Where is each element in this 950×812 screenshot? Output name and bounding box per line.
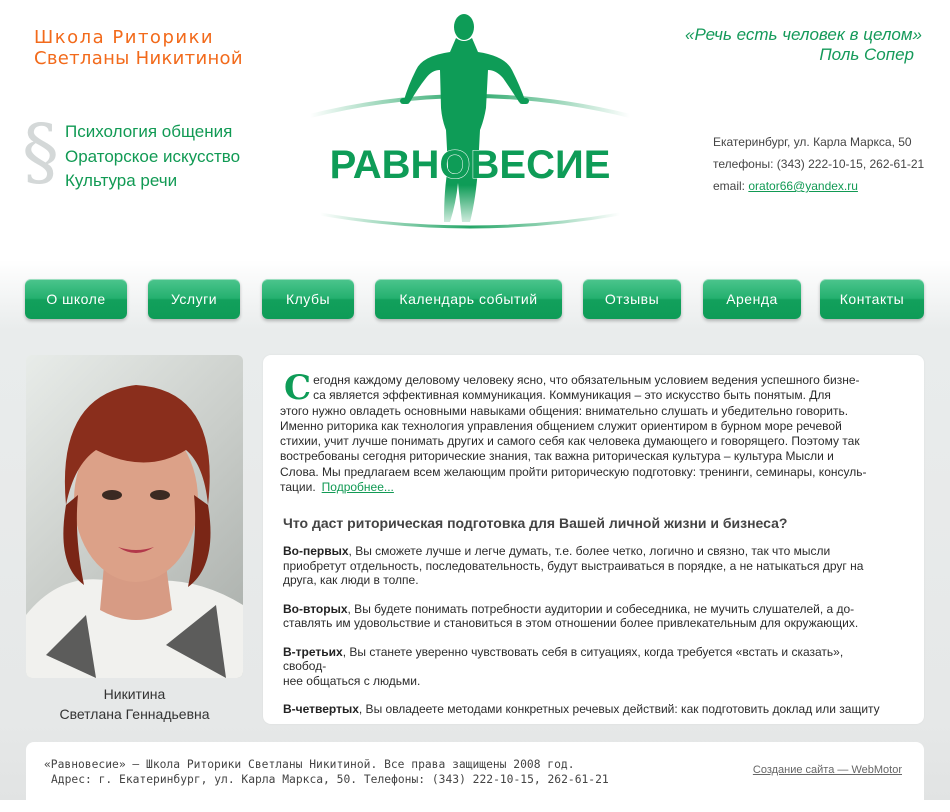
intro-line: Слова. Мы предлагаем всем желающим пройти риторическую подготовку: тренинги, семинары, консуль- xyxy=(280,464,867,479)
intro-line: тации. xyxy=(280,480,316,495)
benefit-text: ставлять им удовольствие и становиться в этом отношении более привлекательным для окружающих. xyxy=(283,616,859,630)
benefit-text: друга, как люди в толпе. xyxy=(283,573,419,587)
topics-list xyxy=(65,120,240,194)
phones: телефоны: (343) 222-10-15, 262-61-21 xyxy=(713,157,925,171)
benefit-item xyxy=(283,702,883,717)
nav-contacts[interactable]: Контакты xyxy=(820,279,924,319)
person-name xyxy=(26,684,243,724)
school-title-line2: Светланы Никитиной xyxy=(34,48,243,69)
nav-reviews[interactable]: Отзывы xyxy=(583,279,681,319)
benefit-text: , Вы сможете лучше и легче думать, т.е. более четко, логично и связно, так что мысли xyxy=(348,544,831,558)
footer-copyright xyxy=(44,757,609,787)
nav-rent[interactable]: Аренда xyxy=(703,279,801,319)
school-title-line1: Школа Риторики xyxy=(34,27,215,48)
benefit-item xyxy=(283,602,883,631)
quote-author: Поль Сопер xyxy=(819,45,914,64)
topic-item: Ораторское искусство xyxy=(65,146,241,166)
portrait-photo xyxy=(26,355,243,678)
address: Екатеринбург, ул. Карла Маркса, 50 xyxy=(713,135,912,149)
benefits-list xyxy=(283,544,883,731)
portrait-image xyxy=(26,355,243,678)
benefit-lead: Во-первых xyxy=(283,544,349,558)
intro-paragraph xyxy=(280,368,880,495)
site-credit-link[interactable]: Создание сайта — WebMotor xyxy=(752,764,902,776)
section-sign-icon: § xyxy=(22,109,59,195)
person-given-names: Светлана Геннадьевна xyxy=(59,706,210,722)
intro-line: стихии, учит лучше понимать других и самого себя как человека думающего и говорящего. Поэтому так xyxy=(280,434,860,449)
quote-text: «Речь есть человек в целом» xyxy=(685,25,922,44)
copyright-line: «Равновесие» — Школа Риторики Светланы Никитиной. Все права защищены 2008 год. xyxy=(44,758,575,771)
intro-line: егодня каждому деловому человеку ясно, что обязательным условием ведения успешного бизне- xyxy=(313,373,860,387)
benefit-text: приобретут отдельность, последовательность, будут выстраиваться в порядке, а не натыкаться друг на xyxy=(283,558,864,573)
footer xyxy=(26,742,924,812)
logo-text: РАВНОВЕСИЕ xyxy=(329,143,611,187)
benefit-lead: В-третьих xyxy=(283,644,343,659)
intro-line: востребованы сегодня риторические знания, так важна риторическая культура – культура Мысли и xyxy=(280,449,834,464)
header-quote xyxy=(685,25,922,65)
nav-services[interactable]: Услуги xyxy=(148,279,240,319)
person-surname: Никитина xyxy=(103,686,166,702)
footer-address: Адрес: г. Екатеринбург, ул. Карла Маркса, 50. Телефоны: (343) 222-10-15, 262-61-21 xyxy=(51,773,609,786)
benefit-item xyxy=(283,645,883,689)
benefit-text: , Вы станете уверенно чувствовать себя в ситуациях, когда требуется «встать и сказать», свобод- xyxy=(283,644,844,673)
main-nav xyxy=(0,279,950,321)
section-heading: Что даст риторическая подготовка для Вашей личной жизни и бизнеса? xyxy=(283,515,788,531)
drop-cap: С xyxy=(284,368,312,408)
intro-line: са является эффективная коммуникация. Коммуникация – это искусство быть понятым. Для xyxy=(313,388,831,403)
benefit-text: , Вы овладеете методами конкретных речевых действий: как подготовить доклад или защиту xyxy=(358,702,880,716)
school-title[interactable] xyxy=(34,27,243,69)
benefit-lead: В-четвертых xyxy=(283,702,359,716)
nav-about[interactable]: О школе xyxy=(25,279,127,319)
intro-line: этого нужно овладеть основными навыками общения: внимательно слушать и убедительно говорить. xyxy=(280,403,849,418)
contact-info xyxy=(713,131,924,197)
benefit-item xyxy=(283,544,883,588)
nav-events-calendar[interactable]: Календарь событий xyxy=(375,279,562,319)
main-content xyxy=(263,355,924,724)
topic-item: Культура речи xyxy=(65,171,178,190)
balance-figure-icon xyxy=(310,14,630,227)
benefit-text: нее общаться с людьми. xyxy=(283,673,421,688)
benefit-text: , Вы будете понимать потребности аудитории и собеседника, не мучить слушателей, а до- xyxy=(347,601,855,616)
read-more-link[interactable]: Подробнее... xyxy=(321,480,394,495)
nav-clubs[interactable]: Клубы xyxy=(262,279,354,319)
email-link[interactable]: orator66@yandex.ru xyxy=(748,179,858,193)
topic-item: Психология общения xyxy=(65,122,233,141)
email-label: email: xyxy=(713,179,746,193)
logo[interactable] xyxy=(300,8,640,258)
intro-line: Именно риторика как технология управления общением служит ориентиром в бурном море речевой xyxy=(280,418,842,433)
benefit-lead: Во-вторых xyxy=(283,601,348,616)
